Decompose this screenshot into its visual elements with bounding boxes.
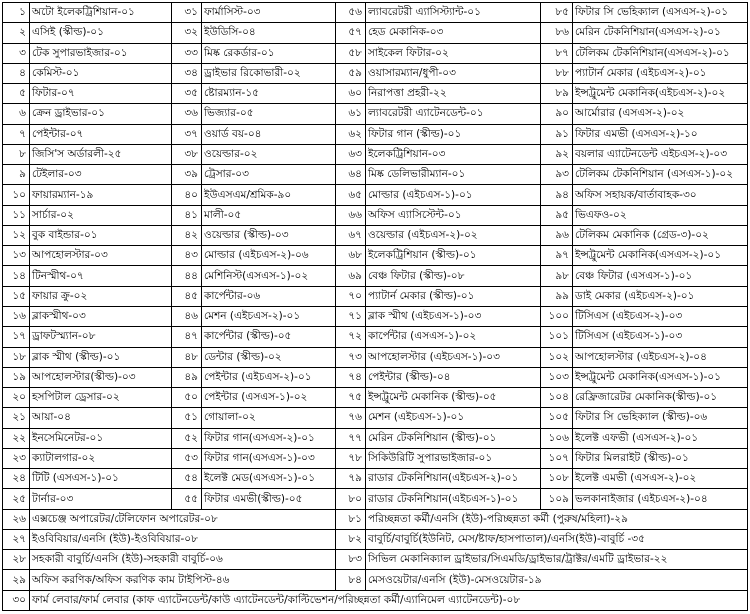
post-name: এসিই (স্কীল্ড)-০১ [30,23,172,43]
post-name: টেলিকম টেকনিশিয়ান(এসএস-২)-০১ [573,43,748,63]
post-name: মেরিন টেকনিশিয়ান (স্কীল্ড)-০১ [366,428,541,448]
post-name: হসপিটাল ড্রেসার-০২ [30,388,172,408]
post-name: মিষ্ক রেকর্ডার-০১ [202,43,336,63]
table-row [3,489,748,509]
serial-number: ৯৬ [541,225,573,245]
serial-number: ১০৫ [541,408,573,428]
serial-number: ১৪ [3,266,30,286]
post-name: ইন্সট্রুমেন্ট মেকানিক (স্কীল্ড)-০৫ [366,388,541,408]
serial-number: ১৫ [3,286,30,306]
table-row [3,185,748,205]
serial-number: ৪৩ [172,246,202,266]
post-name: ল্যাবরেটরী এ্যাটেনডেন্ট-০১ [366,104,541,124]
serial-number: ৫৪ [172,469,202,489]
post-name: ইউডিসি-০৪ [202,23,336,43]
serial-number: ৭২ [336,327,366,347]
serial-number: ১০ [3,185,30,205]
serial-number: ৭১ [336,306,366,326]
serial-number: ২৪ [3,469,30,489]
post-name: টেলিকম টেকনিশিয়ান (এসএস-১)-০২ [573,165,748,185]
serial-number: ৪০ [172,185,202,205]
post-name: টিটি (এসএস-১)-০১ [30,469,172,489]
serial-number: ১০২ [541,347,573,367]
post-name: জিসি'স অর্ডারলী-২৫ [30,144,172,164]
serial-number: ৫৯ [336,63,366,83]
serial-number: ৫০ [172,388,202,408]
serial-number: ৯১ [541,124,573,144]
serial-number: ৮৮ [541,63,573,83]
post-name: ফিটার-০৭ [30,84,172,104]
post-name: প্যাটার্ন মেকার (এইচএস-২)-০১ [573,63,748,83]
post-name: ফিটার গান (স্কীল্ড)-০১ [366,124,541,144]
post-name: অটো ইলেকট্রিশিয়ান-০১ [30,3,172,23]
post-name: রাডার টেকনিশিয়ান(এইচএস-২)-০১ [366,469,541,489]
serial-number: ৬৪ [336,165,366,185]
serial-number: ৭৫ [336,388,366,408]
post-name: ফিটার মিলরাইট (স্কীল্ড)-০১ [573,448,748,468]
table-row [3,43,748,63]
serial-number: ১৬ [3,306,30,326]
serial-number: ৮৯ [541,84,573,104]
serial-number: ৬৬ [336,205,366,225]
serial-number: ৫৫ [172,489,202,509]
serial-number: ৯৭ [541,246,573,266]
post-name: নিরাপত্তা প্রহরী-২২ [366,84,541,104]
post-name: ড্রাইভার রিকোভারী-০২ [202,63,336,83]
table-row [3,347,748,367]
post-name: এক্সচেঞ্জ অপারেটর/টেলিফোন অপারেটর-০৮ [30,509,336,529]
post-name: বয়লার এ্যাটেনডেন্ট এইচএস-২)-০৩ [573,144,748,164]
post-name: টেইলার-০৩ [30,165,172,185]
post-name: কার্পেন্টার (এসএস-১)-০২ [366,327,541,347]
post-name: ট্রেসার-০৩ [202,165,336,185]
serial-number: ১১ [3,205,30,225]
serial-number: ১০০ [541,306,573,326]
post-name: ষ্টোরম্যান-১৫ [202,84,336,104]
serial-number: ৭৪ [336,367,366,387]
post-name: অফিস এ্যাসিস্টেন্ট-০১ [366,205,541,225]
post-name: বাবুর্চি/বাবুর্চি(ইউনিট, মেস/ষ্টাফ/হাসপাতাল)/এনসি(ইউ)-বাবুর্চি -৩৫ [366,529,748,549]
serial-number: ৬২ [336,124,366,144]
serial-number: ২৭ [3,529,30,549]
table-row [3,266,748,286]
serial-number: ৬১ [336,104,366,124]
post-name: ইলেক্ট এফভী (এসএস-২)-০১ [573,428,748,448]
table-row [3,3,748,23]
serial-number: ৮৩ [336,550,366,570]
post-name: সহকারী বাবুর্চি/এনসি (ইউ)-সহকারী বাবুর্চি-০৬ [30,550,336,570]
post-name: ফায়ার ক্রু-০২ [30,286,172,306]
post-name: ওয়েল্ডার-০২ [202,144,336,164]
post-name: ইউএসএম/শ্রমিক-৯০ [202,185,336,205]
post-name: ডাই মেকার (এইচএস-২)-০১ [573,286,748,306]
serial-number: ৮৭ [541,43,573,63]
serial-number: ৫৭ [336,23,366,43]
serial-number: ২১ [3,408,30,428]
post-name: ফিটার এমভী(স্কীল্ড)-০৫ [202,489,336,509]
table-row [3,327,748,347]
serial-number: ৮৫ [541,3,573,23]
serial-number: ১৯ [3,367,30,387]
post-name: ল্যাবরেটরী এ্যাসিস্ট্যান্ট-০১ [366,3,541,23]
post-name: সাইকেল ফিটার-০২ [366,43,541,63]
serial-number: ৬৫ [336,185,366,205]
post-name: পরিচ্ছন্নতা কর্মী/এনসি (ইউ)-পরিচ্ছন্নতা কর্মী (পুরুষ/মহিলা)-২৯ [366,509,748,529]
table-row [3,469,748,489]
vacancy-table-body [3,3,748,611]
serial-number: ৩৫ [172,84,202,104]
post-name: মেশিনিস্ট(এসএস-১)-০২ [202,266,336,286]
post-name: মেসওয়েটার/এনসি (ইউ)-মেসওয়েটার-১৯ [366,570,748,590]
post-name: কার্পেন্টার (স্কীল্ড)-০৫ [202,327,336,347]
post-name: আপহোলস্টার-০৩ [30,246,172,266]
serial-number: ৯৮ [541,266,573,286]
post-name: ইন্সট্রুমেন্ট মেকানিক(এসএস-২)-০১ [573,246,748,266]
post-name: ফিটার গান(এসএস-২)-০১ [202,428,336,448]
table-row [3,144,748,164]
serial-number: ৭৩ [336,347,366,367]
serial-number: ৬৭ [336,225,366,245]
post-name: ফিটার সি ভেহিক্যাল (এসএস-২)-০১ [573,3,748,23]
table-row [3,388,748,408]
post-name: ড্রাফটস্ম্যান-০৮ [30,327,172,347]
serial-number: ৮৬ [541,23,573,43]
post-name: মেরিন টেকনিশিয়ান(এসএস-২)-০১ [573,23,748,43]
serial-number: ১০৭ [541,448,573,468]
serial-number: ৮ [3,144,30,164]
serial-number: ৬৩ [336,144,366,164]
post-name: ক্যাটালগার-০২ [30,448,172,468]
serial-number: ৪৭ [172,327,202,347]
serial-number: ৩৪ [172,63,202,83]
post-name: সিভিল মেকানিক্যাল ড্রাইভার/সিএমডি/ড্রাইভার/ট্রাক্টর/এমটি ড্রাইভার-২২ [366,550,748,570]
serial-number: ২২ [3,428,30,448]
serial-number: ৪৯ [172,367,202,387]
post-name: ইন্সট্রুমেন্ট মেকানিক(এসএস-১)-০১ [573,367,748,387]
serial-number: ১০৬ [541,428,573,448]
post-name: ইওবিবিয়ার/এনসি (ইউ)-ইওবিবিয়ার-০৮ [30,529,336,549]
post-name: আর্মোরার (এসএস-২)-০২ [573,104,748,124]
serial-number: ৭০ [336,286,366,306]
serial-number: ৭৬ [336,408,366,428]
post-name: আপহোলস্টার (এইচএস-২)-০৪ [573,347,748,367]
serial-number: ১০৪ [541,388,573,408]
serial-number: ২৮ [3,550,30,570]
serial-number: ৩৩ [172,43,202,63]
serial-number: ৪৫ [172,286,202,306]
serial-number: ৯ [3,165,30,185]
serial-number: ৭ [3,124,30,144]
serial-number: ৫ [3,84,30,104]
serial-number: ৩ [3,43,30,63]
table-row [3,165,748,185]
serial-number: ৫৮ [336,43,366,63]
serial-number: ১৮ [3,347,30,367]
table-row [3,23,748,43]
serial-number: ২৩ [3,448,30,468]
post-name: টেলিকম মেকানিক (গ্রেড-৩)-০২ [573,225,748,245]
post-name: ভিএফও-০২ [573,205,748,225]
serial-number: ১২ [3,225,30,245]
post-name: ওয়েল্ডার (এইচএস-২)-০২ [366,225,541,245]
post-name: ইন্সট্রুমেন্ট মেকানিক(এইচএস-২)-০২ [573,84,748,104]
serial-number: ৮১ [336,509,366,529]
post-name: ইলেকট্রিশিয়ান (স্কীল্ড)-০১ [366,246,541,266]
post-name: সার্চার-০২ [30,205,172,225]
post-name: ইলেক্ট এমভী (এসএস-২)-০২ [573,469,748,489]
serial-number: ৩৭ [172,124,202,144]
serial-number: ৩৬ [172,104,202,124]
post-name: ওয়াসারম্যান/ধুপী-০৩ [366,63,541,83]
post-name: অফিস করণিক/অফিস করণিক কাম টাইপিস্ট-৪৬ [30,570,336,590]
post-name: মেশন (এইচএস-১)-০১ [366,408,541,428]
post-name: ভিজ্যার-০৫ [202,104,336,124]
serial-number: ২৫ [3,489,30,509]
serial-number: ৬০ [336,84,366,104]
serial-number: ২৬ [3,509,30,529]
post-name: আয়া-০৪ [30,408,172,428]
table-row [3,428,748,448]
serial-number: ২৯ [3,570,30,590]
post-name: রেফ্রিজারেটর মেকানিক(স্কীল্ড)-০১ [573,388,748,408]
serial-number: ৮২ [336,529,366,549]
post-name: ফিটার গান(এসএস-১)-০৩ [202,448,336,468]
serial-number: ৯৪ [541,185,573,205]
post-name: কেমিস্ট-০১ [30,63,172,83]
table-row [3,63,748,83]
serial-number: ১৩ [3,246,30,266]
post-name: সিকিউরিটি সুপারভাইজার-০১ [366,448,541,468]
post-name: টিনস্মীথ-০৭ [30,266,172,286]
post-name: রাডার টেকনিশিয়ান(এইচএস-১)-০১ [366,489,541,509]
post-name: ফার্মাসিস্ট-০৩ [202,3,336,23]
post-name: পেইন্টার (এসএস-১)-০২ [202,388,336,408]
post-name: ক্রেন ড্রাইভার-০১ [30,104,172,124]
serial-number: ১০৯ [541,489,573,509]
table-row [3,104,748,124]
post-name: ব্লাকস্মীথ-০৩ [30,306,172,326]
post-name: ডেন্টার (স্কীল্ড)-০২ [202,347,336,367]
serial-number: ৭৮ [336,448,366,468]
serial-number: ৬৯ [336,266,366,286]
table-row [3,550,748,570]
post-name: ওয়েল্ডার (স্কীল্ড)-০৩ [202,225,336,245]
post-name: হেড মেকানিক-০৩ [366,23,541,43]
table-row [3,84,748,104]
serial-number: ৬ [3,104,30,124]
serial-number: ৫২ [172,428,202,448]
post-name: পেইন্টার-০৭ [30,124,172,144]
serial-number: ৭৯ [336,469,366,489]
serial-number: ৮৪ [336,570,366,590]
post-name: প্যাটার্ন মেকার (স্কীল্ড)-০১ [366,286,541,306]
table-row [3,225,748,245]
post-name: মিষ্ক ডেলিভারীম্যান-০১ [366,165,541,185]
post-name: ফিটার এমভী (এসএস-২)-১০ [573,124,748,144]
serial-number: ১ [3,3,30,23]
post-name: পেইন্টার (স্কীল্ড)-০৪ [366,367,541,387]
post-name: পেইন্টার (এইচএস-২)-০১ [202,367,336,387]
post-name: অফিস সহায়ক/বার্তাবাহক-৩০ [573,185,748,205]
post-name: ফার্ম লেবার/ফার্ম লেবার (কাফ এ্যাটেনডেন্ট/কাউ এ্যাটেনডেন্ট/কাল্টিভেশন/পরিচ্ছন্নতা কর্মী/এ্যানিমেল এ্যাটেনডেন্ট)-০৮ [30,590,748,610]
post-name: ইলেকট্রিশিয়ান-০৩ [366,144,541,164]
table-row [3,205,748,225]
post-name: ইলেক্ট মেড(এসএস-১)-০১ [202,469,336,489]
serial-number: ৩১ [172,3,202,23]
serial-number: ৫৩ [172,448,202,468]
post-name: বেঞ্চ ফিটার (এসএস-১)-০১ [573,266,748,286]
post-name: মালী-০৫ [202,205,336,225]
table-row [3,509,748,529]
serial-number: ৬৮ [336,246,366,266]
post-name: টার্নার-০৩ [30,489,172,509]
post-name: টিসিএস (এইচএস-১)-০৩ [573,327,748,347]
serial-number: ৯২ [541,144,573,164]
table-row [3,590,748,610]
post-name: মেশন (এইচএস-২)-০১ [202,306,336,326]
post-name: গোয়ালা-০২ [202,408,336,428]
post-name: ওয়ার্ড বয়-০৪ [202,124,336,144]
serial-number: ৪২ [172,225,202,245]
post-name: ভলকানাইজার (এইচএস-২)-০৪ [573,489,748,509]
post-name: ইনসেমিনেটর-০১ [30,428,172,448]
post-name: কার্পেন্টার-০৬ [202,286,336,306]
serial-number: ৫১ [172,408,202,428]
post-name: ফায়ারম্যান-১৯ [30,185,172,205]
post-name: টিসিএস (এইচএস-২)-০৩ [573,306,748,326]
serial-number: ৪১ [172,205,202,225]
table-row [3,246,748,266]
serial-number: ১০৮ [541,469,573,489]
post-name: টেক সুপারভাইজার-০১ [30,43,172,63]
serial-number: ২০ [3,388,30,408]
serial-number: ৯৯ [541,286,573,306]
serial-number: ৮০ [336,489,366,509]
post-name: ব্লাক স্মীথ (স্কীল্ড)-০১ [30,347,172,367]
serial-number: ৭৭ [336,428,366,448]
post-name: আপহোলস্টার(স্কীল্ড)-০৩ [30,367,172,387]
post-name: আপহোলস্টার (এইচএস-১)-০৩ [366,347,541,367]
table-row [3,306,748,326]
serial-number: ৪৪ [172,266,202,286]
vacancy-table [2,2,748,611]
table-row [3,529,748,549]
post-name: বুক বাইন্ডার-০১ [30,225,172,245]
post-name: ব্লাক স্মীথ (এইচএস-১)-০৩ [366,306,541,326]
table-row [3,408,748,428]
serial-number: ৯৫ [541,205,573,225]
serial-number: ৩৮ [172,144,202,164]
serial-number: ১০৩ [541,367,573,387]
serial-number: ১০১ [541,327,573,347]
serial-number: ৩৯ [172,165,202,185]
serial-number: ৪৮ [172,347,202,367]
table-row [3,286,748,306]
serial-number: ৫৬ [336,3,366,23]
table-row [3,124,748,144]
serial-number: ২ [3,23,30,43]
serial-number: ৯০ [541,104,573,124]
serial-number: ৩২ [172,23,202,43]
post-name: মোল্ডার (এইচএস-১)-০১ [366,185,541,205]
serial-number: ১৭ [3,327,30,347]
serial-number: ৩০ [3,590,30,610]
post-name: মোল্ডার (এইচএস-২)-০৬ [202,246,336,266]
post-name: ফিটার সি ভেহিক্যাল (স্কীল্ড)-০৬ [573,408,748,428]
serial-number: ৯৩ [541,165,573,185]
post-name: বেঞ্চ ফিটার (স্কীল্ড)-০৮ [366,266,541,286]
table-row [3,448,748,468]
table-row [3,367,748,387]
serial-number: ৪৬ [172,306,202,326]
serial-number: ৪ [3,63,30,83]
table-row [3,570,748,590]
